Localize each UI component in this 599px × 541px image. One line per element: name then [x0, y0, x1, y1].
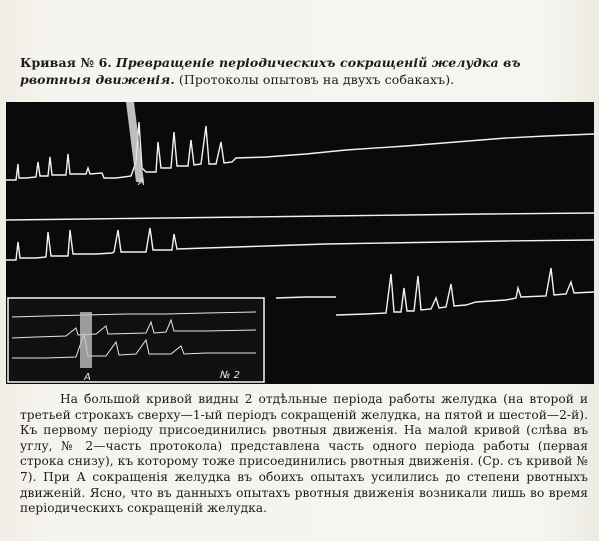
trace-row-4-left [276, 297, 336, 298]
caption-title: Превращеніе періодическихъ сокращеній желудка въ рвотныя движенія. [20, 55, 521, 87]
figure-caption [20, 54, 590, 88]
marker-a [126, 102, 144, 182]
caption-note: (Протоколы опытовъ на двухъ собакахъ). [178, 72, 455, 87]
body-text [20, 392, 588, 517]
kymograph-figure [6, 102, 594, 384]
inset-marker-a-label: A [84, 372, 91, 383]
body-paragraph: На большой кривой видны 2 отдѣльные періода работы желудка (на второй и третьей строкахъ сверху—1-ый періодъ сокращеній желудка, на пятой и шестой—2-й). Къ первому періоду присоединились рвотныя движенія. На малой кривой (слѣва въ углу, № 2—часть протокола) представлена часть одного періода работы (первая строка снизу), къ которому тоже присоединились рвотныя движенія. (Ср. съ кривой № 7). При А сокращенія желудка въ обоихъ опытахъ усилились до степени рвотныхъ движеній. Ясно, что въ данныхъ опытахъ рвотныя движенія возникали лишь во время періодическихъ сокращеній желудка. [20, 392, 588, 516]
caption-number: Кривая № 6. [20, 55, 112, 70]
kymograph-traces [6, 102, 594, 384]
marker-a-label: A [138, 177, 145, 188]
trace-row-1 [6, 122, 594, 180]
inset-number-label: № 2 [220, 370, 240, 381]
trace-row-2 [6, 213, 594, 220]
trace-row-3 [6, 228, 594, 260]
trace-row-4 [336, 268, 594, 315]
